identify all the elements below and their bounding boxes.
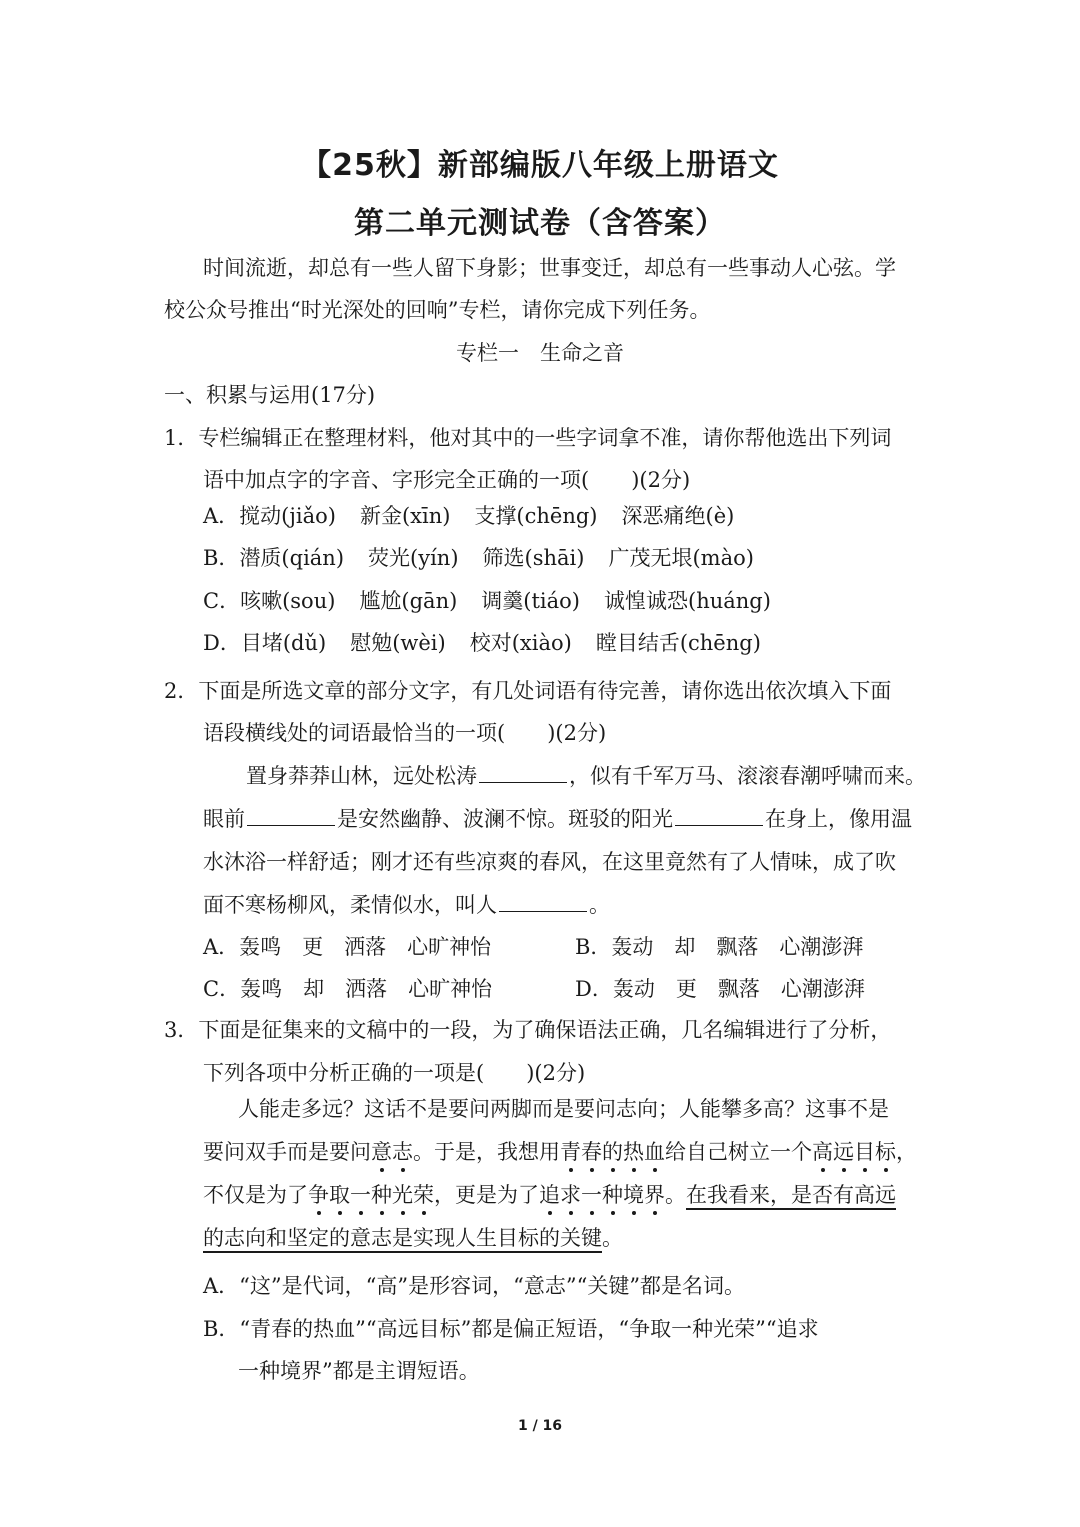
emphasis-char: 远	[833, 1140, 854, 1164]
q1-option-d	[203, 629, 785, 657]
passage-text: 。	[602, 1226, 623, 1250]
q2-stem-line-2: 语段横线处的词语最恰当的一项( )(2分)	[203, 721, 607, 745]
option-word: 筛选(shāi)	[482, 546, 585, 570]
q3-stem-line-1: 3．下面是征集来的文稿中的一段，为了确保语法正确，几名编辑进行了分析，	[164, 1018, 892, 1042]
intro-line-1: 时间流逝，却总有一些人留下身影；世事变迁，却总有一些事动人心弦。学	[203, 256, 896, 280]
emphasis-char: 追	[539, 1183, 560, 1207]
emphasis-char: 高	[812, 1140, 833, 1164]
q3-option-a: A．“这”是代词，“高”是形容词，“意志”“关键”都是名词。	[203, 1274, 746, 1298]
emphasis-char: 血	[644, 1140, 665, 1164]
emphasis-char: 意	[371, 1140, 392, 1164]
emphasis-char: 争	[308, 1183, 329, 1207]
q1-option-b	[203, 544, 778, 572]
page-subtitle: 第二单元测试卷（含答案）	[354, 206, 726, 241]
dotted-phrase	[812, 1140, 896, 1164]
q3-option-b-line-1: B．“青春的热血”“高远目标”都是偏正短语，“争取一种光荣”“追求	[203, 1317, 819, 1341]
emphasis-char: 取	[329, 1183, 350, 1207]
emphasis-char: 标	[875, 1140, 896, 1164]
option-word: 咳嗽(sou)	[240, 589, 336, 613]
emphasis-char: 青	[560, 1140, 581, 1164]
page-title: 【25秋】新部编版八年级上册语文	[301, 148, 779, 183]
option-word: 潜质(qián)	[239, 546, 345, 570]
emphasis-char: 春	[581, 1140, 602, 1164]
dotted-phrase	[371, 1140, 413, 1164]
q3-option-b-line-2: 一种境界”都是主谓短语。	[238, 1359, 480, 1383]
q3-passage-line-4	[203, 1224, 623, 1252]
fill-blank	[499, 891, 587, 912]
q3-passage-line-3	[203, 1181, 896, 1209]
emphasis-char: 志	[392, 1140, 413, 1164]
underlined-sentence: 在我看来，是否有高远	[686, 1183, 896, 1207]
passage-text: 不仅是为了	[203, 1183, 308, 1207]
emphasis-char: 一	[581, 1183, 602, 1207]
column-heading: 专栏一 生命之音	[456, 341, 624, 365]
emphasis-char: 境	[623, 1183, 644, 1207]
passage-text: 。	[589, 893, 610, 917]
passage-text: ，	[896, 1140, 917, 1164]
passage-text: ，似有千军万马、滚滚春潮呼啸而来。	[569, 764, 926, 788]
emphasis-char: 界	[644, 1183, 665, 1207]
option-word: 广茂无垠(mào)	[608, 546, 754, 570]
passage-text: 是安然幽静、波澜不惊。斑驳的阳光	[337, 807, 673, 831]
emphasis-char: 种	[602, 1183, 623, 1207]
dotted-phrase	[560, 1140, 665, 1164]
dotted-phrase	[308, 1183, 434, 1207]
q2-passage-line-2	[203, 805, 912, 833]
option-letter: C．	[203, 589, 241, 613]
option-letter: B．	[203, 546, 240, 570]
emphasis-char: 光	[392, 1183, 413, 1207]
passage-text: 眼前	[203, 807, 245, 831]
option-word: 新金(xīn)	[359, 504, 451, 528]
emphasis-char: 荣	[413, 1183, 434, 1207]
fill-blank	[247, 805, 335, 826]
q2-passage-line-3: 水沐浴一样舒适；刚才还有些凉爽的春风，在这里竟然有了人情味，成了吹	[203, 850, 896, 874]
passage-text: ，更是为了	[434, 1183, 539, 1207]
option-letter: D．	[203, 631, 241, 655]
q3-passage-line-2	[203, 1138, 917, 1166]
fill-blank	[675, 805, 763, 826]
q2-option-c: C．轰鸣 却 洒落 心旷神怡	[203, 977, 493, 1001]
emphasis-char: 目	[854, 1140, 875, 1164]
intro-line-2: 校公众号推出“时光深处的回响”专栏，请你完成下列任务。	[164, 298, 711, 322]
fill-blank	[479, 762, 567, 783]
option-letter: A．	[203, 504, 240, 528]
option-word: 支撑(chēng)	[474, 504, 598, 528]
q2-stem-line-1: 2．下面是所选文章的部分文字，有几处词语有待完善，请你选出依次填入下面	[164, 679, 892, 703]
passage-text: 置身莽莽山林，远处松涛	[246, 764, 477, 788]
q2-option-b: B．轰动 却 飘落 心潮澎湃	[575, 935, 864, 959]
q1-option-c	[203, 587, 795, 615]
option-word: 尴尬(gān)	[359, 589, 458, 613]
emphasis-char: 的	[602, 1140, 623, 1164]
emphasis-char: 热	[623, 1140, 644, 1164]
q2-option-a: A．轰鸣 更 洒落 心旷神怡	[203, 935, 492, 959]
passage-text: 面不寒杨柳风，柔情似水，叫人	[203, 893, 497, 917]
option-word: 搅动(jiǎo)	[239, 504, 336, 528]
emphasis-char: 求	[560, 1183, 581, 1207]
option-word: 荧光(yín)	[368, 546, 459, 570]
q2-passage-line-4	[203, 891, 610, 919]
passage-text: 在身上，像用温	[765, 807, 912, 831]
passage-text: 给自己树立一个	[665, 1140, 812, 1164]
q2-passage-line-1	[246, 762, 926, 790]
q2-option-d: D．轰动 更 飘落 心潮澎湃	[575, 977, 865, 1001]
section-heading: 一、积累与运用(17分)	[164, 383, 376, 407]
passage-text: 。	[665, 1183, 686, 1207]
q1-stem-line-2: 语中加点字的字音、字形完全正确的一项( )(2分)	[203, 468, 691, 492]
page-number: 1 / 16	[517, 1418, 563, 1434]
option-word: 瞠目结舌(chēng)	[595, 631, 761, 655]
emphasis-char: 种	[371, 1183, 392, 1207]
option-word: 目堵(dǔ)	[240, 631, 327, 655]
passage-text: 要问双手而是要问	[203, 1140, 371, 1164]
option-word: 调羹(tiáo)	[481, 589, 581, 613]
emphasis-char: 一	[350, 1183, 371, 1207]
dotted-phrase	[539, 1183, 665, 1207]
option-word: 深恶痛绝(è)	[621, 504, 735, 528]
option-word: 校对(xiào)	[469, 631, 572, 655]
q3-stem-line-2: 下列各项中分析正确的一项是( )(2分)	[203, 1061, 586, 1085]
q3-passage-line-1: 人能走多远？这话不是要问两脚而是要问志向；人能攀多高？这事不是	[238, 1097, 889, 1121]
underlined-sentence: 的志向和坚定的意志是实现人生目标的关键	[203, 1226, 602, 1250]
option-word: 诚惶诚恐(huáng)	[604, 589, 771, 613]
q1-option-a	[203, 502, 758, 530]
q1-stem-line-1: 1．专栏编辑正在整理材料，他对其中的一些字词拿不准，请你帮他选出下列词	[164, 426, 892, 450]
passage-text: 。于是，我想用	[413, 1140, 560, 1164]
option-word: 慰勉(wèi)	[350, 631, 446, 655]
